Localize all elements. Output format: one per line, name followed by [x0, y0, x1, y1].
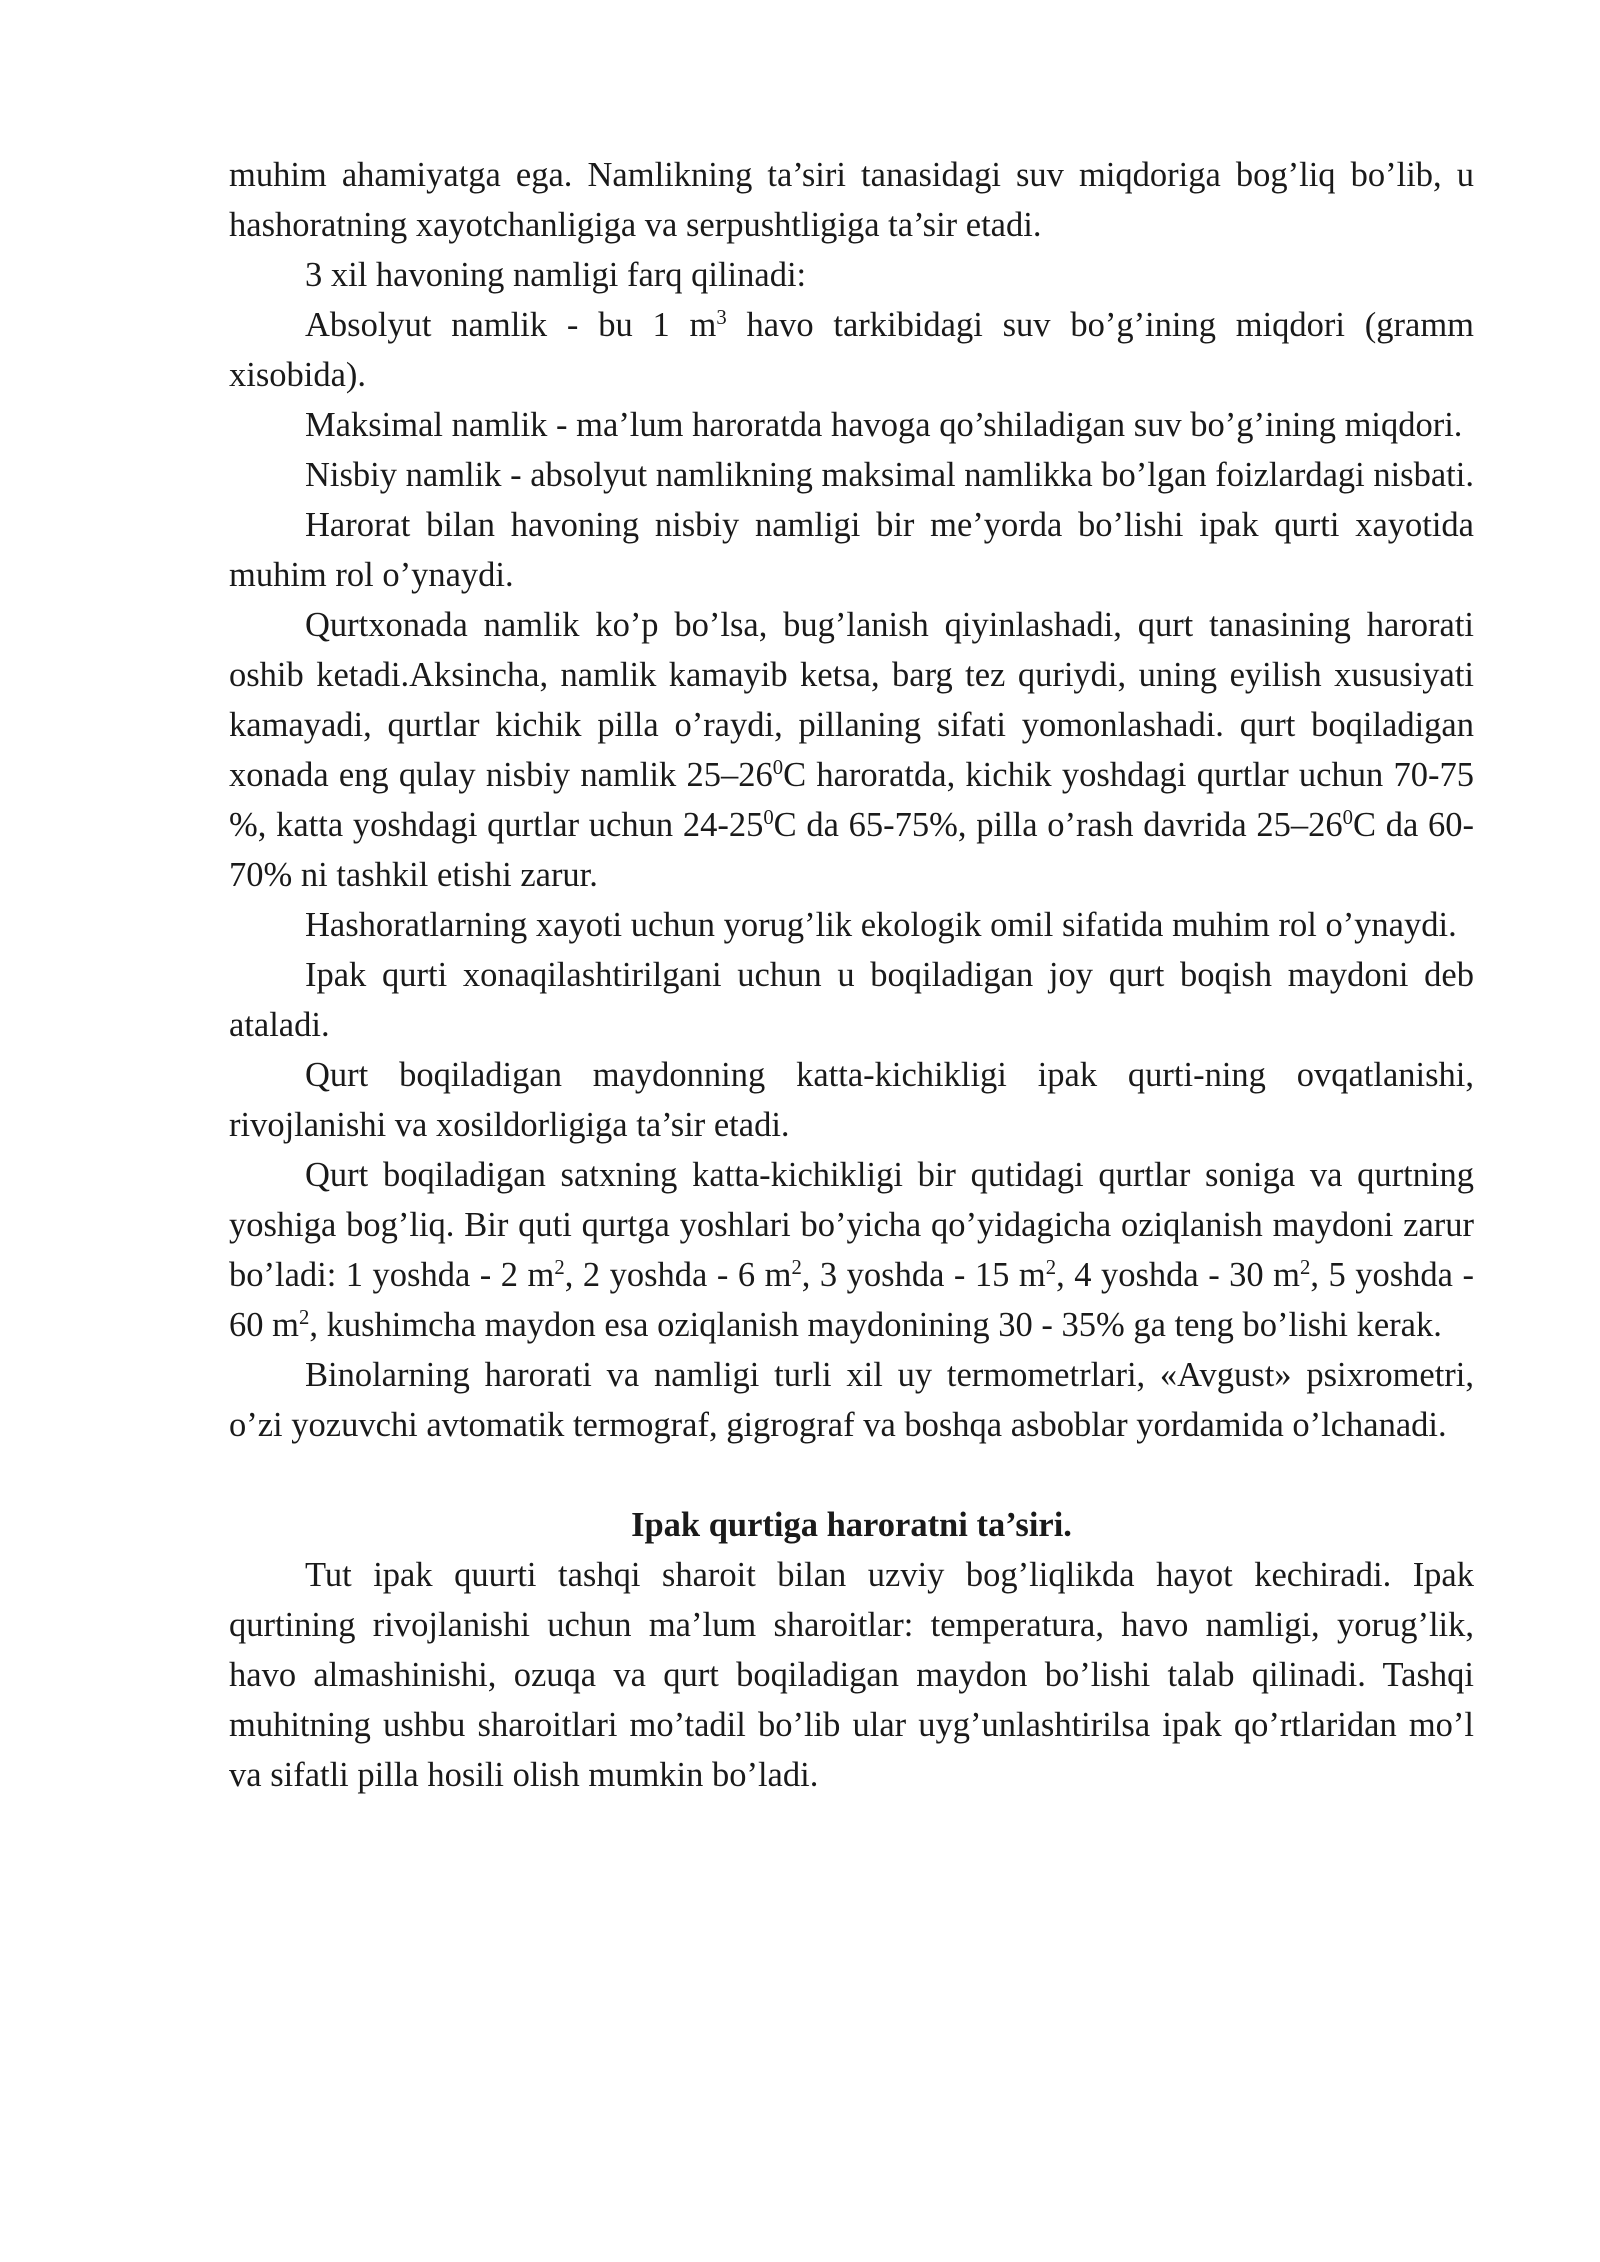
paragraph-absolute-humidity: Absolyut namlik - bu 1 $m^3$ havo tarkibidagi suv bo’g’ining miqdori (gramm xisobida).: [229, 306, 1475, 394]
paragraph-rearing-area: Ipak qurti xonaqilashtirilgani uchun u boqiladigan joy qurt boqish maydoni deb ataladi.: [229, 956, 1474, 1044]
paragraph-measuring-instruments: Binolarning harorati va namligi turli xil uy termometrlari, «Avgust» psixrometri, o’zi yozuvchi avtomatik termograf, gigrograf va boshqa asboblar yordamida o’lchanadi.: [229, 1356, 1474, 1444]
paragraph-humidity-types: 3 xil havoning namligi farq qilinadi:: [305, 256, 807, 294]
paragraph-continued: muhim ahamiyatga ega. Namlikning ta’siri tanasidagi suv miqdoriga bog’liq bo’lib, u hashoratning xayotchanligiga va serpushtligiga ta’sir etadi.: [229, 156, 1474, 244]
document-page: [229, 150, 1474, 1800]
paragraph-conditions: Tut ipak quurti tashqi sharoit bilan uzviy bog’liqlikda hayot kechiradi. Ipak qurtining rivojlanishi uchun ma’lum sharoitlar: temperatura, havo namligi, yorug’lik, havo almashinishi, ozuqa va qurt boqiladigan maydon bo’lishi talab qilinadi. Tashqi muhitning ushbu sharoitlari mo’tadil bo’lib ular uyg’unlashtirilsa ipak qo’rtlaridan mo’l va sifatli pilla hosili olish mumkin bo’ladi.: [229, 1556, 1474, 1794]
section-heading: Ipak qurtiga haroratni ta’siri.: [631, 1506, 1072, 1544]
paragraph-rearing-humidity: Qurtxonada namlik ko’p bo’lsa, bug’lanish qiyinlashadi, qurt tanasining harorati oshib ketadi.Aksincha, namlik kamayib ketsa, barg tez quriydi, uning eyilish xususiyati kamayadi, qurtlar kichik pilla o’raydi, pillaning sifati yomonlashadi. qurt boqiladigan xonada eng qulay nisbiy namlik $25-26^0C$ haroratda, kichik yoshdagi qurtlar uchun 70-75 %, katta yoshdagi qurtlar uchun $24-25^0C$ da 65-75%, pilla o’rash davrida $25-26^0C$ da 60-70% ni tashkil etishi zarur.: [229, 606, 1474, 894]
paragraph-relative-humidity: Nisbiy namlik - absolyut namlikning maksimal namlikka bo’lgan foizlardagi nisbati.: [305, 456, 1474, 494]
paragraph-area-by-age: Qurt boqiladigan satxning katta-kichikligi bir qutidagi qurtlar soniga va qurtning yoshiga bog’liq. Bir quti qurtga yoshlari bo’yicha qo’yidagicha oziqlanish maydoni zarur bo’ladi: 1 yoshda - 2 $m^2$, 2 yoshda - 6 $m^2$, 3 yoshda - 15 $m^2$, 4 yoshda - 30 $m^2$, 5 yoshda - 60 $m^2$, kushimcha maydon esa oziqlanish maydonining 30 - 35% ga teng bo’lishi kerak.: [229, 1156, 1474, 1344]
paragraph-area-size: Qurt boqiladigan maydonning katta-kichikligi ipak qurti-ning ovqatlanishi, rivojlanishi va xosildorligiga ta’sir etadi.: [229, 1056, 1474, 1144]
paragraph-maximal-humidity: Maksimal namlik - ma’lum haroratda havoga qo’shiladigan suv bo’g’ining miqdori.: [305, 406, 1463, 444]
paragraph-light: Hashoratlarning xayoti uchun yorug’lik ekologik omil sifatida muhim rol o’ynaydi.: [305, 906, 1457, 944]
paragraph-temperature-humidity: Harorat bilan havoning nisbiy namligi bir me’yorda bo’lishi ipak qurti xayotida muhim rol o’ynaydi.: [229, 506, 1474, 594]
